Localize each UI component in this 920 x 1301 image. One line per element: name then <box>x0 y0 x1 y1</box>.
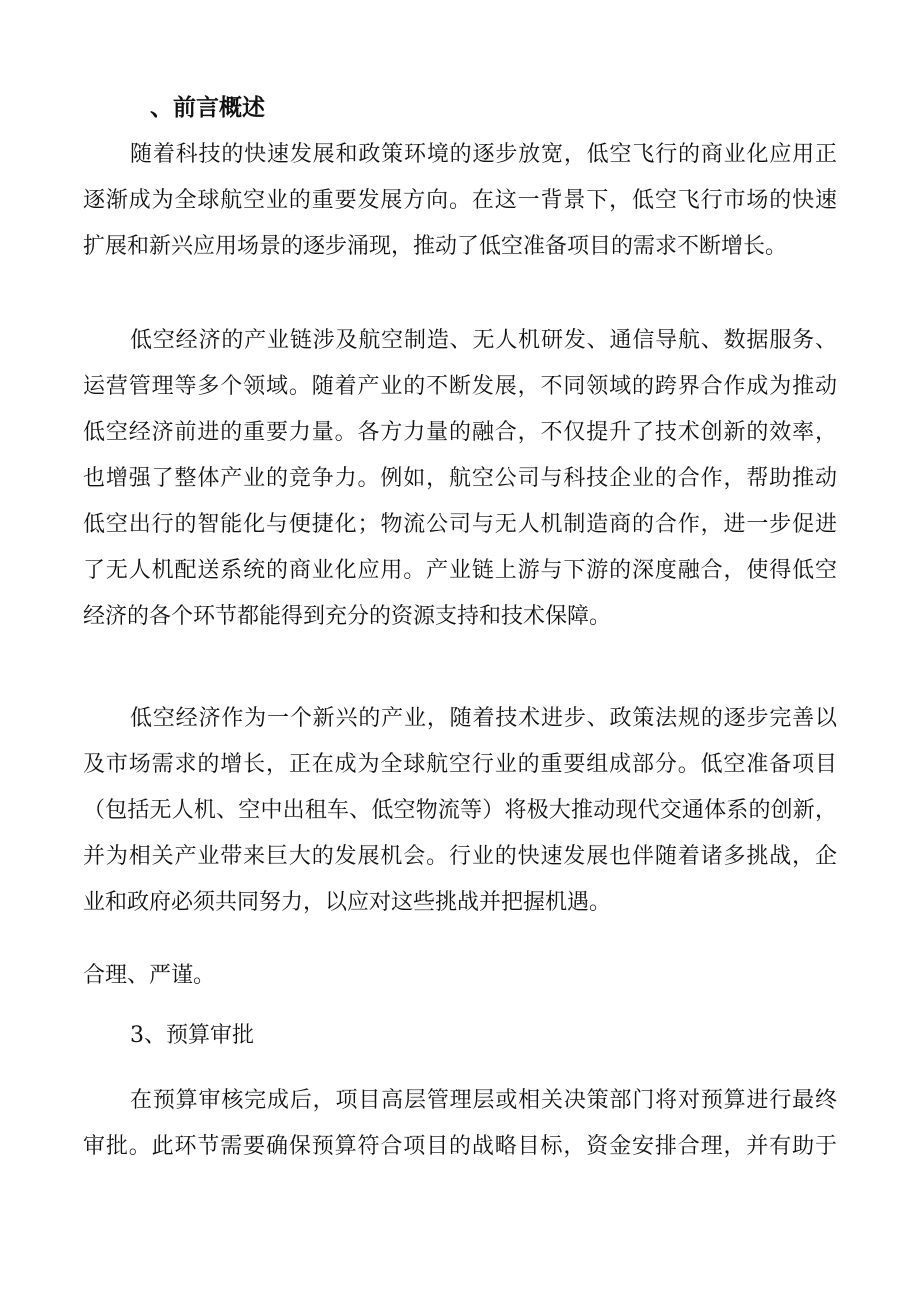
text-fragment: 合理、严谨。 <box>83 963 216 988</box>
paragraph-line: 审批。此环节需要确保预算符合项目的战略目标，资金安排合理，并有助于 <box>83 1134 837 1159</box>
paragraph-4 <box>83 1078 837 1170</box>
section-heading: 、前言概述 <box>150 95 265 121</box>
paragraph-line: 也增强了整体产业的竞争力。例如，航空公司与科技企业的合作，帮助推动 <box>83 466 837 491</box>
paragraph-1 <box>83 132 837 270</box>
paragraph-line: 经济的各个环节都能得到充分的资源支持和技术保障。 <box>83 604 612 629</box>
paragraph-line: 低空经济前进的重要力量。各方力量的融合，不仅提升了技术创新的效率， <box>83 420 837 445</box>
paragraph-line: 低空经济作为一个新兴的产业，随着技术进步、政策法规的逐步完善以 <box>130 706 837 731</box>
paragraph-3 <box>83 696 837 926</box>
paragraph-line: 了无人机配送系统的商业化应用。产业链上游与下游的深度融合，使得低空 <box>83 558 837 583</box>
paragraph-line: 业和政府必须共同努力，以应对这些挑战并把握机遇。 <box>83 890 612 915</box>
paragraph-line: 逐渐成为全球航空业的重要发展方向。在这一背景下，低空飞行市场的快速 <box>83 188 837 213</box>
paragraph-line: 扩展和新兴应用场景的逐步涌现，推动了低空准备项目的需求不断增长。 <box>83 234 788 259</box>
paragraph-2 <box>83 318 837 640</box>
subsection-heading: 3、预算审批 <box>130 1023 254 1048</box>
paragraph-line: 在预算审核完成后，项目高层管理层或相关决策部门将对预算进行最终 <box>130 1088 837 1113</box>
paragraph-line: 及市场需求的增长，正在成为全球航空行业的重要组成部分。低空准备项目 <box>83 752 837 777</box>
paragraph-line: 低空经济的产业链涉及航空制造、无人机研发、通信导航、数据服务、 <box>130 328 837 353</box>
paragraph-line: 并为相关产业带来巨大的发展机会。行业的快速发展也伴随着诸多挑战，企 <box>83 844 837 869</box>
paragraph-line: 低空出行的智能化与便捷化；物流公司与无人机制造商的合作，进一步促进 <box>83 512 837 537</box>
paragraph-line: 随着科技的快速发展和政策环境的逐步放宽，低空飞行的商业化应用正 <box>130 142 837 167</box>
paragraph-line: （包括无人机、空中出租车、低空物流等）将极大推动现代交通体系的创新， <box>83 798 837 823</box>
paragraph-line: 运营管理等多个领域。随着产业的不断发展，不同领域的跨界合作成为推动 <box>83 374 837 399</box>
